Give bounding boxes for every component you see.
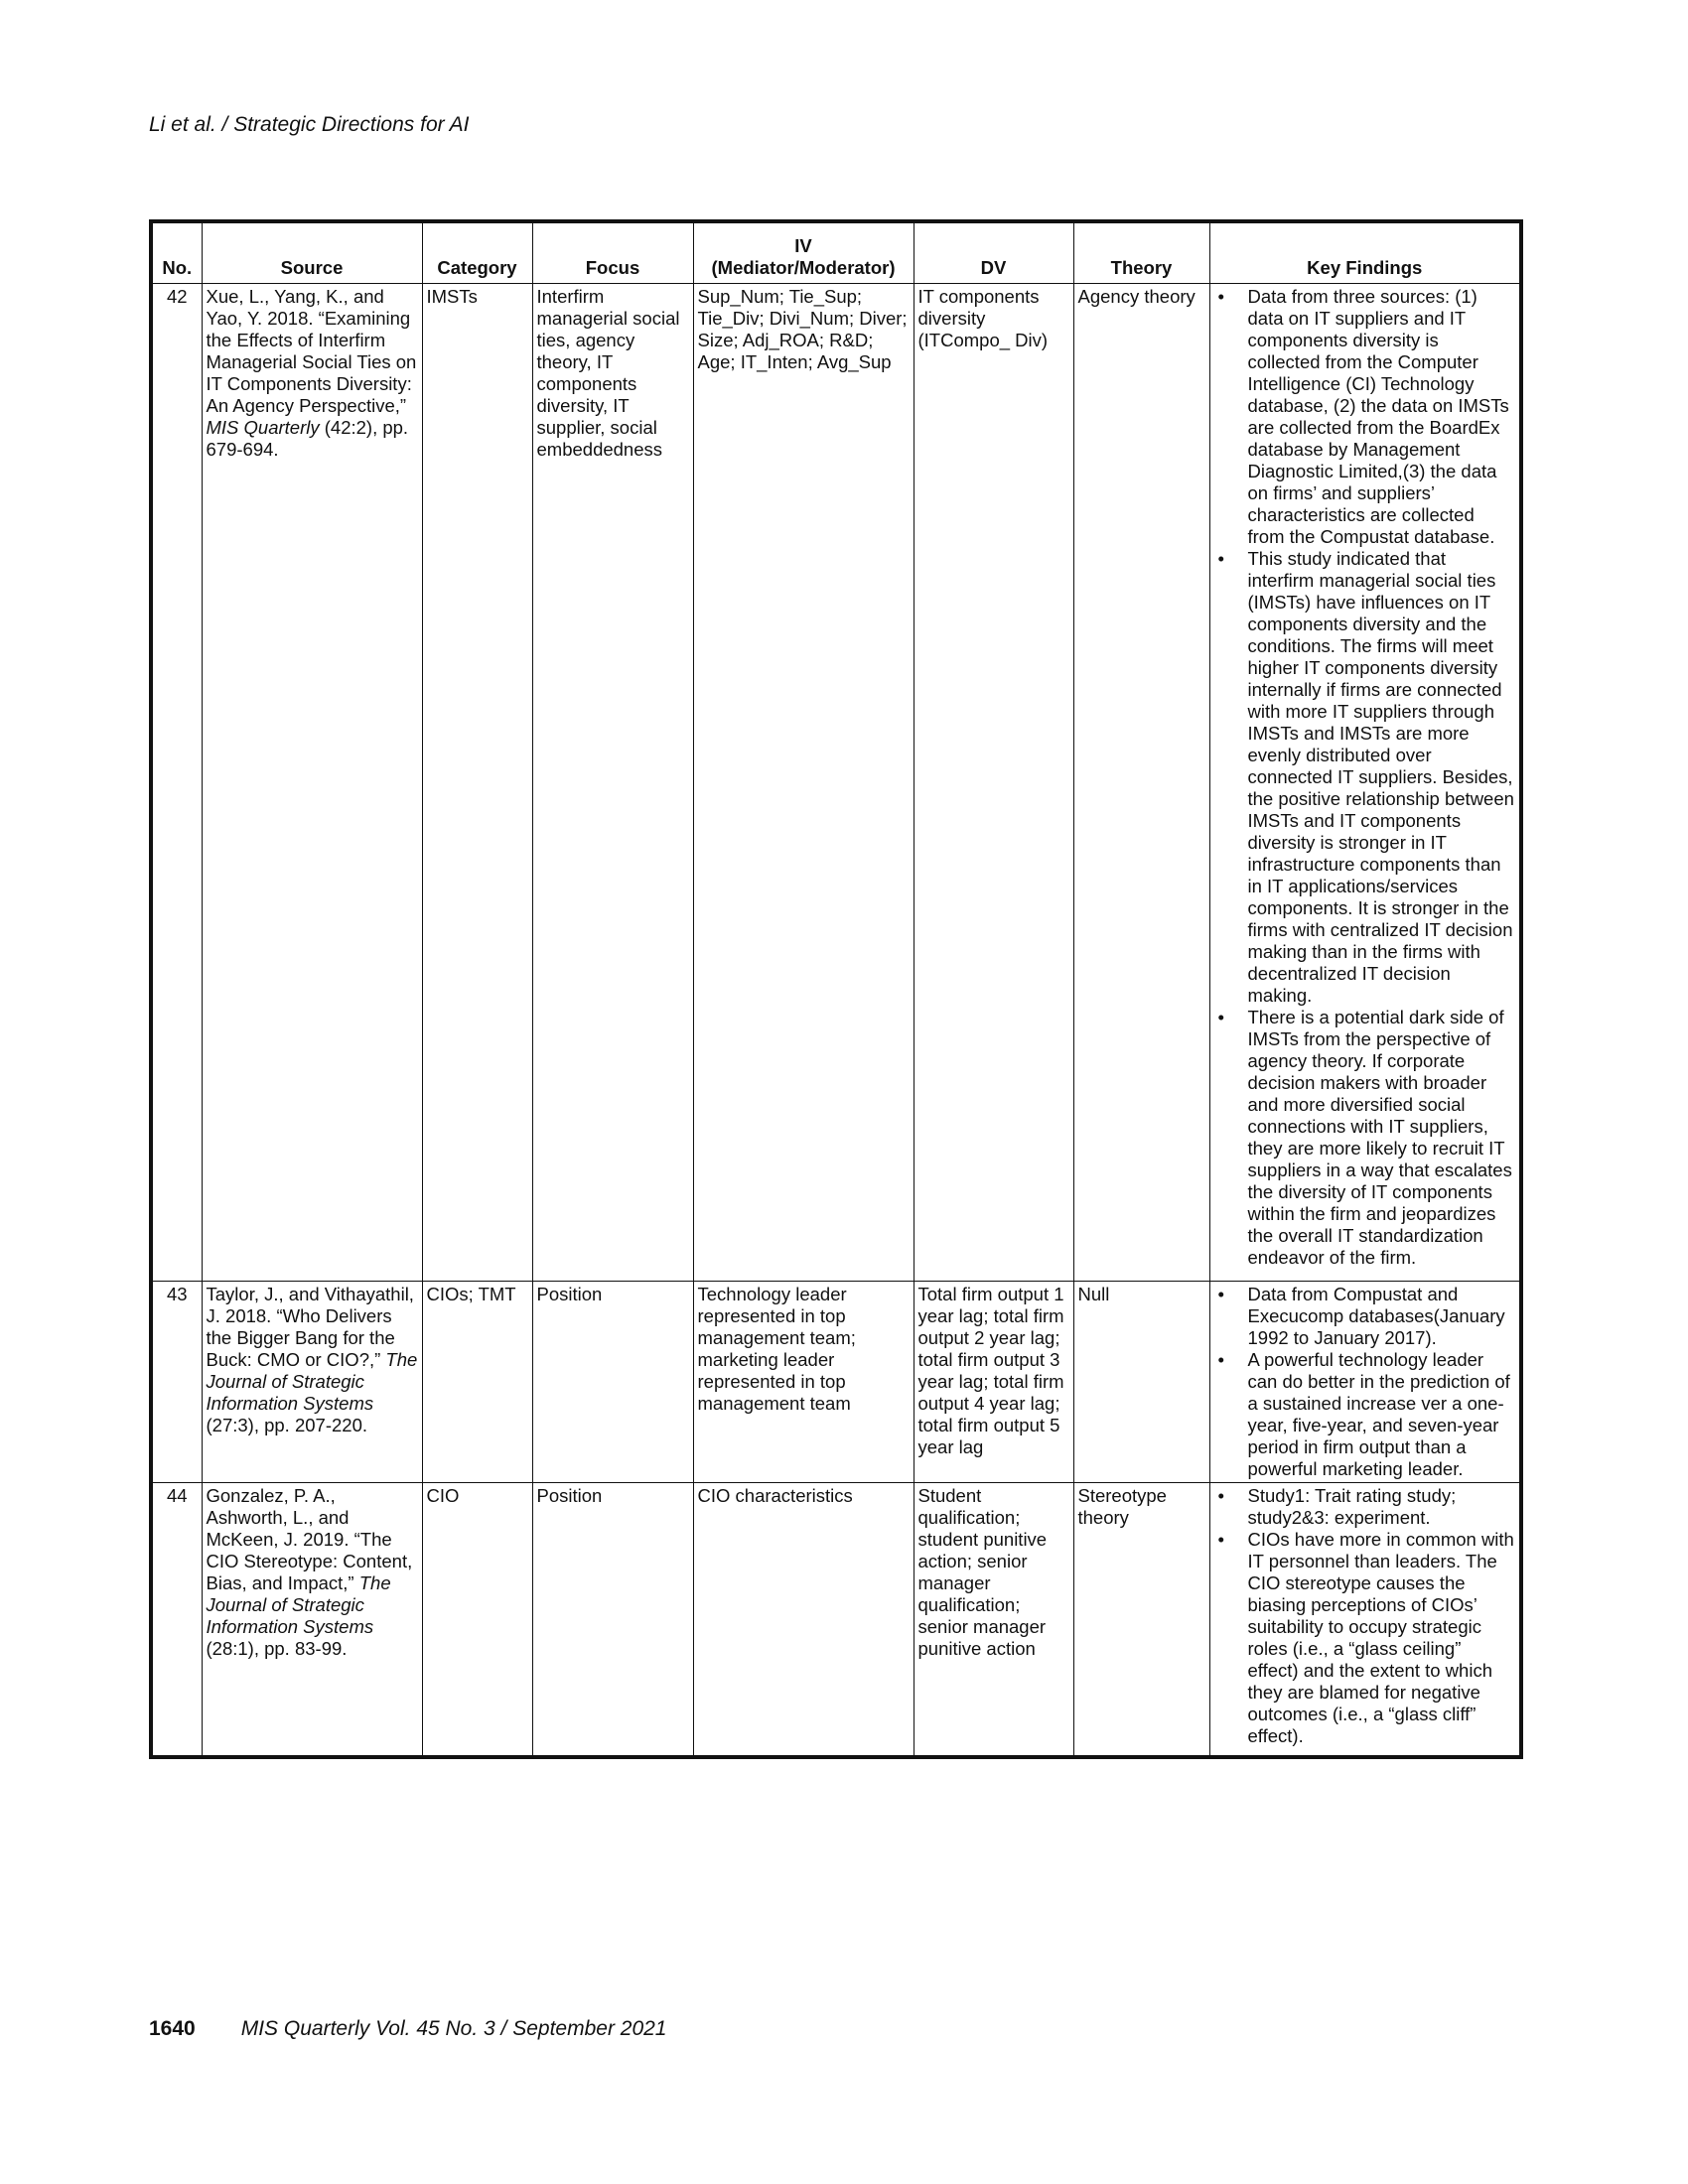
cell-no: 43 [151,1282,202,1483]
header-iv [693,221,914,284]
bullet-icon: • [1217,548,1224,569]
cell-key-findings [1209,1282,1521,1483]
cell-dv: IT components diversity (ITCompo_ Div) [914,284,1073,1282]
journal-citation: MIS Quarterly Vol. 45 No. 3 / September 2021 [240,2017,667,2040]
cell-category: CIO [422,1483,532,1758]
cell-key-findings [1209,1483,1521,1758]
source-journal: The Journal of Strategic Information Systems [206,1572,391,1637]
header-key-findings: Key Findings [1209,221,1521,284]
bullet-icon: • [1217,1529,1224,1550]
header-iv-line1: IV [794,235,812,256]
cell-no: 42 [151,284,202,1282]
source-journal: MIS Quarterly [206,417,320,438]
table-row [151,1282,1521,1483]
bullet-icon: • [1217,1349,1224,1370]
finding-item: • Study1: Trait rating study; study2&3: experiment. [1217,1485,1457,1528]
cell-source [202,1282,422,1483]
source-text-end: (28:1), pp. 83-99. [206,1638,348,1659]
cell-iv: CIO characteristics [693,1483,914,1758]
header-no: No. [151,221,202,284]
finding-item: • A powerful technology leader can do better in the prediction of a sustained increase ver a one-year, five-year, and seven-year period in firm output than a powerful marketing leader. [1217,1349,1510,1479]
page-footer [149,2017,667,2041]
table-row [151,284,1521,1282]
cell-source [202,284,422,1282]
source-text-end: (27:3), pp. 207-220. [206,1415,367,1435]
source-text: Xue, L., Yang, K., and Yao, Y. 2018. “Examining the Effects of Interfirm Managerial Social Ties on IT Components Diversity: An Agency Perspective,” [206,286,417,416]
bullet-icon: • [1217,286,1224,307]
cell-no: 44 [151,1483,202,1758]
cell-category: IMSTs [422,284,532,1282]
header-category: Category [422,221,532,284]
cell-theory: Agency theory [1073,284,1209,1282]
source-text: Taylor, J., and Vithayathil, J. 2018. “Who Delivers the Bigger Bang for the Buck: CMO or CIO?,” [206,1284,414,1370]
source-journal: The Journal of Strategic Information Systems [206,1349,418,1414]
cell-dv: Student qualification; student punitive action; senior manager qualification; senior manager punitive action [914,1483,1073,1758]
cell-focus: Position [532,1483,693,1758]
bullet-icon: • [1217,1284,1224,1304]
cell-focus: Interfirm managerial social ties, agency theory, IT components diversity, IT supplier, social embeddedness [532,284,693,1282]
cell-iv: Technology leader represented in top management team; marketing leader represented in top management team [693,1282,914,1483]
finding-item: • This study indicated that interfirm managerial social ties (IMSTs) have influences on IT components diversity and the conditions. The firms will meet higher IT components diversity internally if firms are connected with more IT suppliers through IMSTs and IMSTs are more evenly distributed over connected IT suppliers. Besides, the positive relationship between IMSTs and IT components diversity is stronger in IT infrastructure components than in IT applications/services components. It is stronger in the firms with centralized IT decision making than in the firms with decentralized IT decision making. [1217,548,1514,1006]
finding-item: • CIOs have more in common with IT personnel than leaders. The CIO stereotype causes the biasing perceptions of CIOs’ suitability to occupy strategic roles (i.e., a “glass ceiling” effect) and the extent to which they are blamed for negative outcomes (i.e., a “glass cliff” effect). [1217,1529,1514,1746]
page-number: 1640 [149,2017,196,2040]
running-head: Li et al. / Strategic Directions for AI [149,113,470,136]
table-header-row [151,221,1521,284]
header-iv-line2: (Mediator/Moderator) [711,257,896,278]
finding-item: • Data from three sources: (1) data on IT suppliers and IT components diversity is collected from the Computer Intelligence (CI) Technology database, (2) the data on IMSTs are collected from the BoardEx database by Management Diagnostic Limited,(3) the data on firms’ and suppliers’ characteristics are collected from the Compustat database. [1217,286,1509,547]
cell-key-findings [1209,284,1521,1282]
cell-focus: Position [532,1282,693,1483]
cell-source [202,1483,422,1758]
cell-dv: Total firm output 1 year lag; total firm output 2 year lag; total firm output 3 year lag; total firm output 4 year lag; total firm output 5 year lag [914,1282,1073,1483]
cell-theory: Stereotype theory [1073,1483,1209,1758]
header-dv: DV [914,221,1073,284]
table-row [151,1483,1521,1758]
literature-table [149,219,1523,1759]
finding-item: • Data from Compustat and Execucomp databases(January 1992 to January 2017). [1217,1284,1505,1348]
header-theory: Theory [1073,221,1209,284]
cell-iv: Sup_Num; Tie_Sup; Tie_Div; Divi_Num; Diver; Size; Adj_ROA; R&D; Age; IT_Inten; Avg_Sup [693,284,914,1282]
header-focus: Focus [532,221,693,284]
finding-item: • There is a potential dark side of IMSTs from the perspective of agency theory. If corporate decision makers with broader and more diversified social connections with IT suppliers, they are more likely to recruit IT suppliers in a way that escalates the diversity of IT components within the firm and jeopardizes the overall IT standardization endeavor of the firm. [1217,1007,1512,1268]
bullet-icon: • [1217,1007,1224,1027]
source-text-end: (42:2), pp. 679-694. [206,417,409,460]
header-source: Source [202,221,422,284]
source-text: Gonzalez, P. A., Ashworth, L., and McKeen, J. 2019. “The CIO Stereotype: Content, Bias, and Impact,” [206,1485,413,1593]
cell-category: CIOs; TMT [422,1282,532,1483]
cell-theory: Null [1073,1282,1209,1483]
bullet-icon: • [1217,1485,1224,1506]
